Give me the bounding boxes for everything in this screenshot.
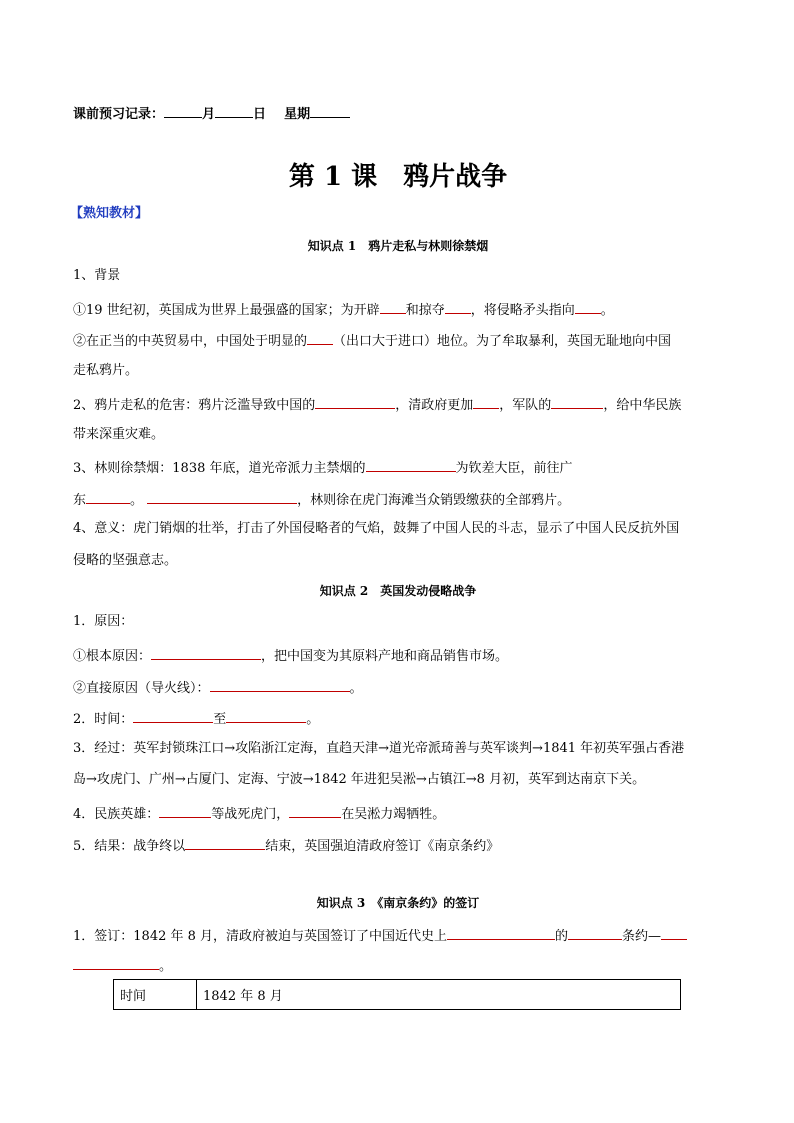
lesson-title: 第 1 课 鸦片战争 xyxy=(288,162,508,192)
blank[interactable] xyxy=(445,299,471,314)
section-tag: 【熟知教材】 xyxy=(70,206,149,221)
kp1-line-4b: 东 。 ，林则徐在虎门海滩当众销毁缴获的全部鸦片。 xyxy=(73,489,723,510)
weekday-blank[interactable] xyxy=(310,103,350,118)
blank[interactable] xyxy=(159,803,211,818)
kp2-title: 知识点 2 英国发动侵略战争 xyxy=(319,584,477,598)
blank[interactable] xyxy=(226,708,306,723)
kp2-root-cause: ①根本原因： ，把中国变为其原料产地和商品销售市场。 xyxy=(73,645,723,666)
kp3-sign: 1．签订：1842 年 8 月，清政府被迫与英国签订了中国近代史上 的 条约— xyxy=(73,925,723,946)
blank[interactable] xyxy=(315,394,395,409)
blank[interactable] xyxy=(661,925,687,940)
blank[interactable] xyxy=(447,925,555,940)
blank[interactable] xyxy=(185,835,265,850)
kp2-cause-label: 1．原因： xyxy=(73,614,134,629)
kp1-line-2: ②在正当的中英贸易中，中国处于明显的 （出口大于进口）地位。为了牟取暴利，英国无耻地向中国 xyxy=(73,330,723,351)
kp1-line-3: 2、鸦片走私的危害：鸦片泛滥导致中国的 ，清政府更加 ，军队的 ，给中华民族 xyxy=(73,394,723,415)
blank[interactable] xyxy=(73,955,159,970)
kp1-line-3b: 带来深重灾难。 xyxy=(73,427,165,442)
kp2-result: 5．结果：战争终以 结束，英国强迫清政府签订《南京条约》 xyxy=(73,835,723,856)
day-blank[interactable] xyxy=(215,103,253,118)
blank[interactable] xyxy=(147,489,297,504)
kp2-time: 2．时间： 至 。 xyxy=(73,708,723,729)
table-value-cell: 1842 年 8 月 xyxy=(197,980,681,1010)
table-label-cell: 时间 xyxy=(114,980,197,1010)
blank[interactable] xyxy=(568,925,622,940)
blank[interactable] xyxy=(551,394,603,409)
blank[interactable] xyxy=(473,394,499,409)
day-label: 日 xyxy=(253,107,267,122)
kp2-direct-cause: ②直接原因（导火线）： 。 xyxy=(73,677,723,698)
weekday-label: 星期 xyxy=(284,107,311,122)
month-blank[interactable] xyxy=(164,103,202,118)
blank[interactable] xyxy=(133,708,213,723)
month-label: 月 xyxy=(202,107,216,122)
kp2-course: 3．经过：英军封锁珠江口→攻陷浙江定海，直趋天津→道光帝派琦善与英军谈判→1841 年初英军强占香港 xyxy=(73,741,685,756)
blank[interactable] xyxy=(366,457,456,472)
blank[interactable] xyxy=(307,330,333,345)
kp3-title: 知识点 3 《南京条约》的签订 xyxy=(316,896,480,910)
kp1-line-5: 4、意义：虎门销烟的壮举，打击了外国侵略者的气焰，鼓舞了中国人民的斗志，显示了中国人民反抗外国 xyxy=(73,521,680,536)
table-row xyxy=(114,980,681,1010)
kp1-line-2b: 走私鸦片。 xyxy=(73,363,139,378)
kp1-background-label: 1、背景 xyxy=(73,268,121,283)
kp2-course-b: 岛→攻虎门、广州→占厦门、定海、宁波→1842 年进犯吴淞→占镇江→8 月初，英军到达南京下关。 xyxy=(73,772,646,787)
blank[interactable] xyxy=(86,489,130,504)
preview-label: 课前预习记录： xyxy=(73,107,165,122)
blank[interactable] xyxy=(575,299,601,314)
kp1-line-4: 3、林则徐禁烟：1838 年底，道光帝派力主禁烟的 为钦差大臣，前往广 xyxy=(73,457,723,478)
kp1-title: 知识点 1 鸦片走私与林则徐禁烟 xyxy=(307,239,489,253)
blank[interactable] xyxy=(210,677,350,692)
kp2-heroes: 4．民族英雄： 等战死虎门， 在吴淞力竭牺牲。 xyxy=(73,803,723,824)
blank[interactable] xyxy=(380,299,406,314)
kp3-sign-b: 。 xyxy=(73,955,723,976)
kp1-line-5b: 侵略的坚强意志。 xyxy=(73,553,178,568)
blank[interactable] xyxy=(151,645,261,660)
kp1-line-1: ①19 世纪初，英国成为世界上最强盛的国家；为开辟 和掠夺 ，将侵略矛头指向 。 xyxy=(73,299,723,320)
blank[interactable] xyxy=(289,803,341,818)
treaty-info-table xyxy=(113,979,681,1010)
preview-record-line xyxy=(73,103,723,124)
